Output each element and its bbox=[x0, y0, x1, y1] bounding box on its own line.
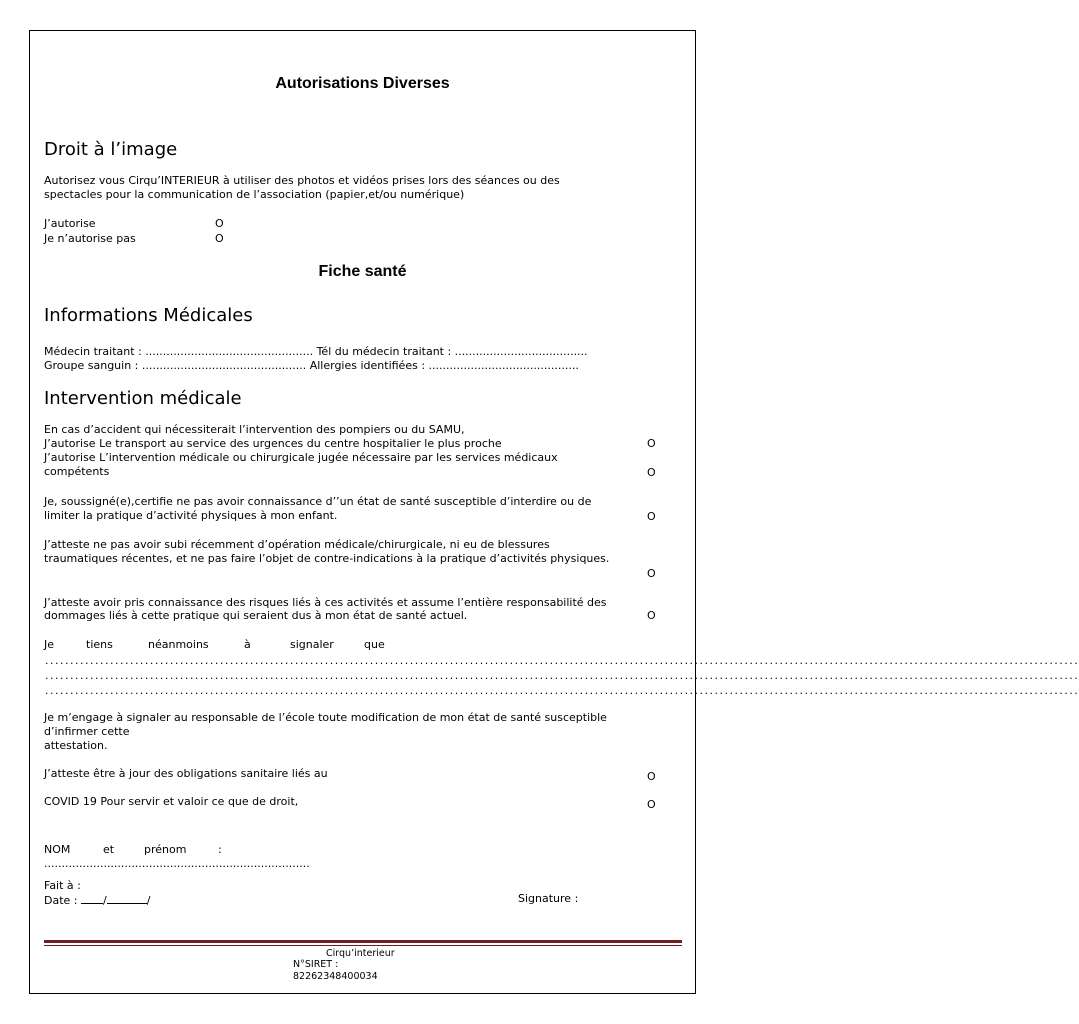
signal-dotted-line[interactable]: ............................................................................................................................................................................................................... bbox=[45, 654, 1079, 667]
name-label-word: : bbox=[218, 843, 222, 856]
option-not-authorize-radio[interactable]: O bbox=[215, 232, 224, 245]
signal-dotted-line[interactable]: ............................................................................................................................................................................................................... bbox=[45, 684, 1079, 697]
intervention-text: J’autorise Le transport au service des urgences du centre hospitalier le plus proche bbox=[44, 437, 502, 450]
signature-label: Signature : bbox=[518, 892, 579, 905]
no-surgery-checkbox[interactable]: O bbox=[647, 567, 656, 580]
date-day-field[interactable] bbox=[81, 892, 103, 904]
name-label-word: et bbox=[103, 843, 115, 856]
date-row bbox=[44, 892, 150, 907]
intervention-text: J’autorise L’intervention médicale ou chirurgicale jugée nécessaire par les services médicaux bbox=[44, 451, 558, 464]
place-label: Fait à : bbox=[44, 879, 81, 892]
intervention-checkbox[interactable]: O bbox=[647, 466, 656, 479]
date-separator: / bbox=[146, 894, 151, 907]
image-rights-text-line1: Autorisez vous Cirqu’INTERIEUR à utiliser des photos et vidéos prises lors des séances ou des bbox=[44, 174, 560, 187]
option-authorize-radio[interactable]: O bbox=[215, 217, 224, 230]
commitment-text: d’infirmer cette bbox=[44, 725, 130, 738]
option-authorize-label: J’autorise bbox=[44, 217, 96, 230]
footer-org: Cirqu’interieur bbox=[326, 948, 395, 959]
footer-siret-label: N°SIRET : bbox=[293, 959, 339, 970]
sanitary-checkbox[interactable]: O bbox=[647, 770, 656, 783]
name-field[interactable]: ............................................................................ bbox=[44, 857, 310, 870]
certification-text: limiter la pratique d’activité physiques à mon enfant. bbox=[44, 509, 338, 522]
doctor-phone-field[interactable]: Médecin traitant : ................................................ Tél du médecin traitant : ...................................... bbox=[44, 345, 588, 358]
option-not-authorize-label: Je n’autorise pas bbox=[44, 232, 136, 245]
no-surgery-text: J’atteste ne pas avoir subi récemment d’opération médicale/chirurgicale, ni eu de blessures bbox=[44, 538, 550, 551]
risk-text: J’atteste avoir pris connaissance des risques liés à ces activités et assume l’entière responsabilité des bbox=[44, 596, 607, 609]
footer-rule-thin bbox=[44, 945, 682, 946]
intervention-text: En cas d’accident qui nécessiterait l’intervention des pompiers ou du SAMU, bbox=[44, 423, 465, 436]
image-rights-text-line2: spectacles pour la communication de l’association (papier,et/ou numérique) bbox=[44, 188, 465, 201]
section-heading-intervention: Intervention médicale bbox=[44, 388, 242, 409]
sanitary-text: J’atteste être à jour des obligations sanitaire liés au bbox=[44, 767, 328, 780]
section-heading-medical-info: Informations Médicales bbox=[44, 305, 253, 326]
signal-word: que bbox=[364, 638, 385, 651]
date-separator: / bbox=[103, 894, 107, 907]
blood-allergy-field[interactable]: Groupe sanguin : ............................................... Allergies identifiées : ........................................... bbox=[44, 359, 579, 372]
certification-checkbox[interactable]: O bbox=[647, 510, 656, 523]
covid-checkbox[interactable]: O bbox=[647, 798, 656, 811]
risk-checkbox[interactable]: O bbox=[647, 609, 656, 622]
footer-rule bbox=[44, 940, 682, 943]
signal-word: signaler bbox=[290, 638, 334, 651]
footer-siret-number: 82262348400034 bbox=[293, 971, 378, 982]
covid-text: COVID 19 Pour servir et valoir ce que de droit, bbox=[44, 795, 299, 808]
certification-text: Je, soussigné(e),certifie ne pas avoir connaissance d’’un état de santé susceptible d’interdire ou de bbox=[44, 495, 592, 508]
transport-checkbox[interactable]: O bbox=[647, 437, 656, 450]
name-label-word: NOM bbox=[44, 843, 71, 856]
commitment-text: Je m’engage à signaler au responsable de l’école toute modification de mon état de santé susceptible bbox=[44, 711, 607, 724]
page-title: Autorisations Diverses bbox=[275, 75, 450, 92]
signal-dotted-line[interactable]: ............................................................................................................................................................................................................... bbox=[45, 669, 1079, 682]
health-sheet-title: Fiche santé bbox=[318, 263, 407, 280]
signal-word: tiens bbox=[86, 638, 113, 651]
no-surgery-text: traumatiques récentes, et ne pas faire l’objet de contre-indications à la pratique d’activités physiques. bbox=[44, 552, 610, 565]
name-label-word: prénom bbox=[144, 843, 187, 856]
section-heading-image-rights: Droit à l’image bbox=[44, 139, 178, 160]
signal-word: Je bbox=[44, 638, 55, 651]
commitment-text: attestation. bbox=[44, 739, 108, 752]
signal-word: à bbox=[244, 638, 251, 651]
intervention-text: compétents bbox=[44, 465, 110, 478]
date-label: Date : bbox=[44, 894, 78, 907]
risk-text: dommages liés à cette pratique qui seraient dus à mon état de santé actuel. bbox=[44, 609, 468, 622]
date-month-field[interactable] bbox=[107, 892, 147, 904]
signal-word: néanmoins bbox=[148, 638, 209, 651]
